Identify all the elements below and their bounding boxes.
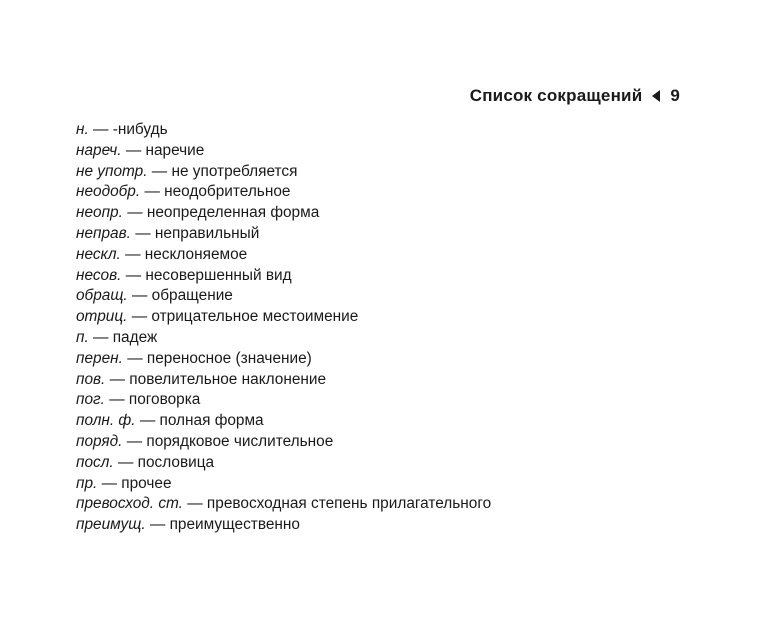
em-dash: — <box>125 141 142 159</box>
abbreviation: неодобр. <box>76 183 141 201</box>
em-dash: — <box>144 183 160 201</box>
abbreviation: несов. <box>76 266 122 284</box>
definition: -нибудь <box>112 121 168 138</box>
list-item <box>76 182 491 203</box>
abbreviation: пр. <box>76 474 98 492</box>
list-item <box>76 515 491 536</box>
list-item <box>76 474 491 495</box>
abbreviation: н. <box>76 121 89 138</box>
em-dash: — <box>93 328 109 346</box>
abbreviation: превосход. ст. <box>76 495 183 513</box>
definition: несовершенный вид <box>145 266 292 284</box>
section-title: Список сокращений <box>469 86 643 105</box>
list-item <box>76 266 491 287</box>
list-item <box>76 494 491 515</box>
definition: поговорка <box>128 391 201 409</box>
list-item <box>76 390 491 411</box>
list-item <box>76 141 491 162</box>
em-dash: — <box>93 121 109 138</box>
em-dash: — <box>187 495 203 513</box>
definition: пословица <box>137 453 215 471</box>
em-dash: — <box>151 162 168 180</box>
definition: несклоняемое <box>144 245 248 263</box>
definition: падеж <box>112 328 158 346</box>
list-item <box>76 453 491 474</box>
abbreviation: нескл. <box>76 245 121 263</box>
definition: преимущественно <box>169 516 300 534</box>
em-dash: — <box>109 391 125 409</box>
page-number: 9 <box>670 86 680 105</box>
abbreviation: обращ. <box>76 287 128 305</box>
list-item <box>76 411 491 432</box>
em-dash: — <box>117 453 134 471</box>
definition: переносное (значение) <box>146 349 312 367</box>
abbreviation: неправ. <box>76 224 131 242</box>
definition: отрицательное местоимение <box>151 308 359 326</box>
definition: превосходная степень прилагательного <box>206 495 492 513</box>
abbreviation: пог. <box>76 391 105 409</box>
em-dash: — <box>125 266 142 284</box>
definition: полная форма <box>159 412 264 430</box>
abbreviation: поряд. <box>76 432 123 450</box>
abbreviation: нареч. <box>76 141 122 159</box>
em-dash: — <box>135 224 151 242</box>
abbreviation: полн. ф. <box>76 412 136 430</box>
list-item <box>76 432 491 453</box>
em-dash: — <box>109 370 126 388</box>
em-dash: — <box>131 308 148 326</box>
abbreviation: преимущ. <box>76 516 146 534</box>
abbreviation: отриц. <box>76 308 128 326</box>
definition: порядковое числительное <box>146 432 334 450</box>
em-dash: — <box>132 287 148 305</box>
definition: повелительное наклонение <box>129 370 327 388</box>
abbreviation: п. <box>76 328 89 346</box>
em-dash: — <box>127 204 143 222</box>
em-dash: — <box>139 412 156 430</box>
em-dash: — <box>149 516 166 534</box>
abbreviation: неопр. <box>76 204 123 222</box>
abbreviation: перен. <box>76 349 123 367</box>
running-header <box>470 86 680 106</box>
list-item <box>76 328 491 349</box>
definition: неопределенная форма <box>146 204 320 222</box>
definition: наречие <box>145 141 205 159</box>
abbreviation: посл. <box>76 453 114 471</box>
abbreviation: пов. <box>76 370 106 388</box>
em-dash: — <box>126 432 143 450</box>
definition: неправильный <box>154 224 260 242</box>
list-item <box>76 245 491 266</box>
list-item <box>76 349 491 370</box>
abbreviation-list <box>76 120 491 536</box>
definition: неодобрительное <box>164 183 291 201</box>
triangle-left-icon <box>652 90 660 102</box>
list-item <box>76 224 491 245</box>
list-item <box>76 370 491 391</box>
list-item <box>76 120 491 141</box>
definition: обращение <box>151 287 233 305</box>
definition: прочее <box>121 474 172 492</box>
em-dash: — <box>101 474 117 492</box>
list-item <box>76 286 491 307</box>
abbreviation: не употр. <box>76 162 148 180</box>
em-dash: — <box>125 245 141 263</box>
em-dash: — <box>127 349 143 367</box>
definition: не употребляется <box>171 162 298 180</box>
list-item <box>76 162 491 183</box>
list-item <box>76 307 491 328</box>
list-item <box>76 203 491 224</box>
